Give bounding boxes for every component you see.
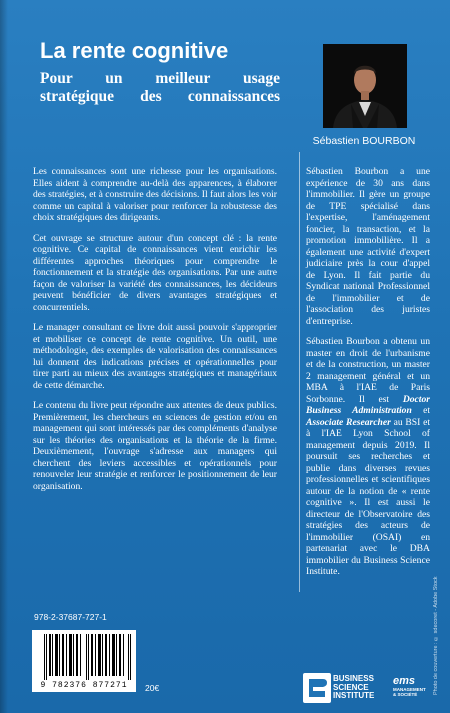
- bio-paragraph-2: [306, 336, 430, 578]
- bio-italic-dba: Doctor Business Administration: [306, 393, 430, 416]
- publisher-line-3: INSTITUTE: [333, 691, 375, 700]
- publisher-logo-icon: [303, 673, 331, 703]
- publisher-name: [333, 675, 374, 701]
- partner-mark: ems: [393, 675, 416, 687]
- bio-text-a: Sébastien Bourbon a obtenu un master en droit de l'urbanisme et de la construction, un master 2 management général et un MBA à l'IAE de Paris Sorbonne. Il est: [306, 336, 430, 405]
- summary-paragraph-4: Le contenu du livre peut répondre aux attentes de deux publics. Premièrement, les chercheurs en sciences de gestion et/ou en management qui sont intéressés par des compléments d'analyse sur les théories des organisations et la théorie de la firme. Deuxièmement, l'ouvrage s'adresse aux managers qui cherchent des leviers accessibles et opérationnels pour renouveler leur stratégie et renforcer le positionnement de leur organisation.: [33, 400, 277, 492]
- photo-credit: Photo de couverture : © sdecoret - Adobe Stock: [433, 576, 439, 695]
- isbn: 978-2-37687-727-1: [34, 612, 107, 622]
- summary-column: [33, 166, 277, 501]
- summary-paragraph-1: Les connaissances sont une richesse pour les organisations. Elles aident à comprendre au-delà des apparences, à élaborer des stratégies, et à construire des décisions. Il faut alors les voir comme un capital à valoriser pour renforcer la robustesse des choix stratégiques des dirigeants.: [33, 166, 277, 223]
- spine-shadow: [0, 0, 8, 713]
- partner-sub-2: & SOCIÉTÉ: [393, 692, 418, 697]
- price: 20€: [145, 683, 160, 693]
- book-title: La rente cognitive: [40, 38, 229, 63]
- bio-text-c: au BSI et à l'IAE Lyon School of management depuis 2019. Il poursuit ses recherches et publie dans diverses revues professionnelles et scientifiques autour de la notion de « rente cognitive ». Il est aussi le directeur de l'Observatoire des stratégies des acteurs de l'immobilier (OSAI) en partenariat avec le DBA immobilier du Business Science Institute.: [306, 416, 430, 577]
- barcode: [32, 630, 136, 692]
- summary-paragraph-2: Cet ouvrage se structure autour d'un concept clé : la rente cognitive. Ce capital de connaissances vient enrichir les différentes approches théoriques pour comprendre le fonctionnement et la stratégie des organisations. Par une autre façon de valoriser la variété des connaissances, les décideurs peuvent bénéficier de divers avantages stratégiques et concurrentiels.: [33, 232, 277, 313]
- author-bio-column: [306, 166, 430, 587]
- bio-paragraph-1: Sébastien Bourbon a une expérience de 30 ans dans l'immobilier. Il gère un groupe de TPE spécialisé dans l'expertise, l'aménagement foncier, la transaction, et la promotion immobilière. Il a également une activité d'expert judiciaire près la cour d'appel de Lyon. Il fait partie du Syndicat national Professionnel de l'immobilier et de l'association des juristes d'entreprise.: [306, 166, 430, 327]
- column-divider: [299, 152, 300, 592]
- barcode-digits: 9 782376 877271: [40, 681, 128, 690]
- bio-text-b: et: [411, 405, 430, 416]
- author-portrait-icon: [323, 44, 407, 128]
- subtitle-line-1: Pour un meilleur usage: [40, 70, 280, 87]
- publisher-line-1: BUSINESS: [333, 674, 374, 683]
- summary-paragraph-3: Le manager consultant ce livre doit aussi pouvoir s'approprier et mobiliser ce concept de rente cognitive. Un outil, une méthodologie, des exemples de valorisation des connaissances lui donnent des indications précises et opérationnelles pour tirer parti au mieux des avantages stratégiques et managériaux de cette démarche.: [33, 322, 277, 391]
- author-photo: [323, 44, 407, 128]
- publisher-line-2: SCIENCE: [333, 682, 369, 692]
- subtitle-line-2: stratégique des connaissances: [40, 88, 280, 105]
- partner-logo: [393, 675, 427, 705]
- bio-italic-researcher: Associate Researcher: [306, 416, 391, 428]
- author-name: Sébastien BOURBON: [312, 135, 416, 147]
- partner-sub-1: MANAGEMENT: [393, 687, 426, 692]
- barcode-icon: [44, 634, 132, 680]
- book-subtitle: [40, 70, 280, 106]
